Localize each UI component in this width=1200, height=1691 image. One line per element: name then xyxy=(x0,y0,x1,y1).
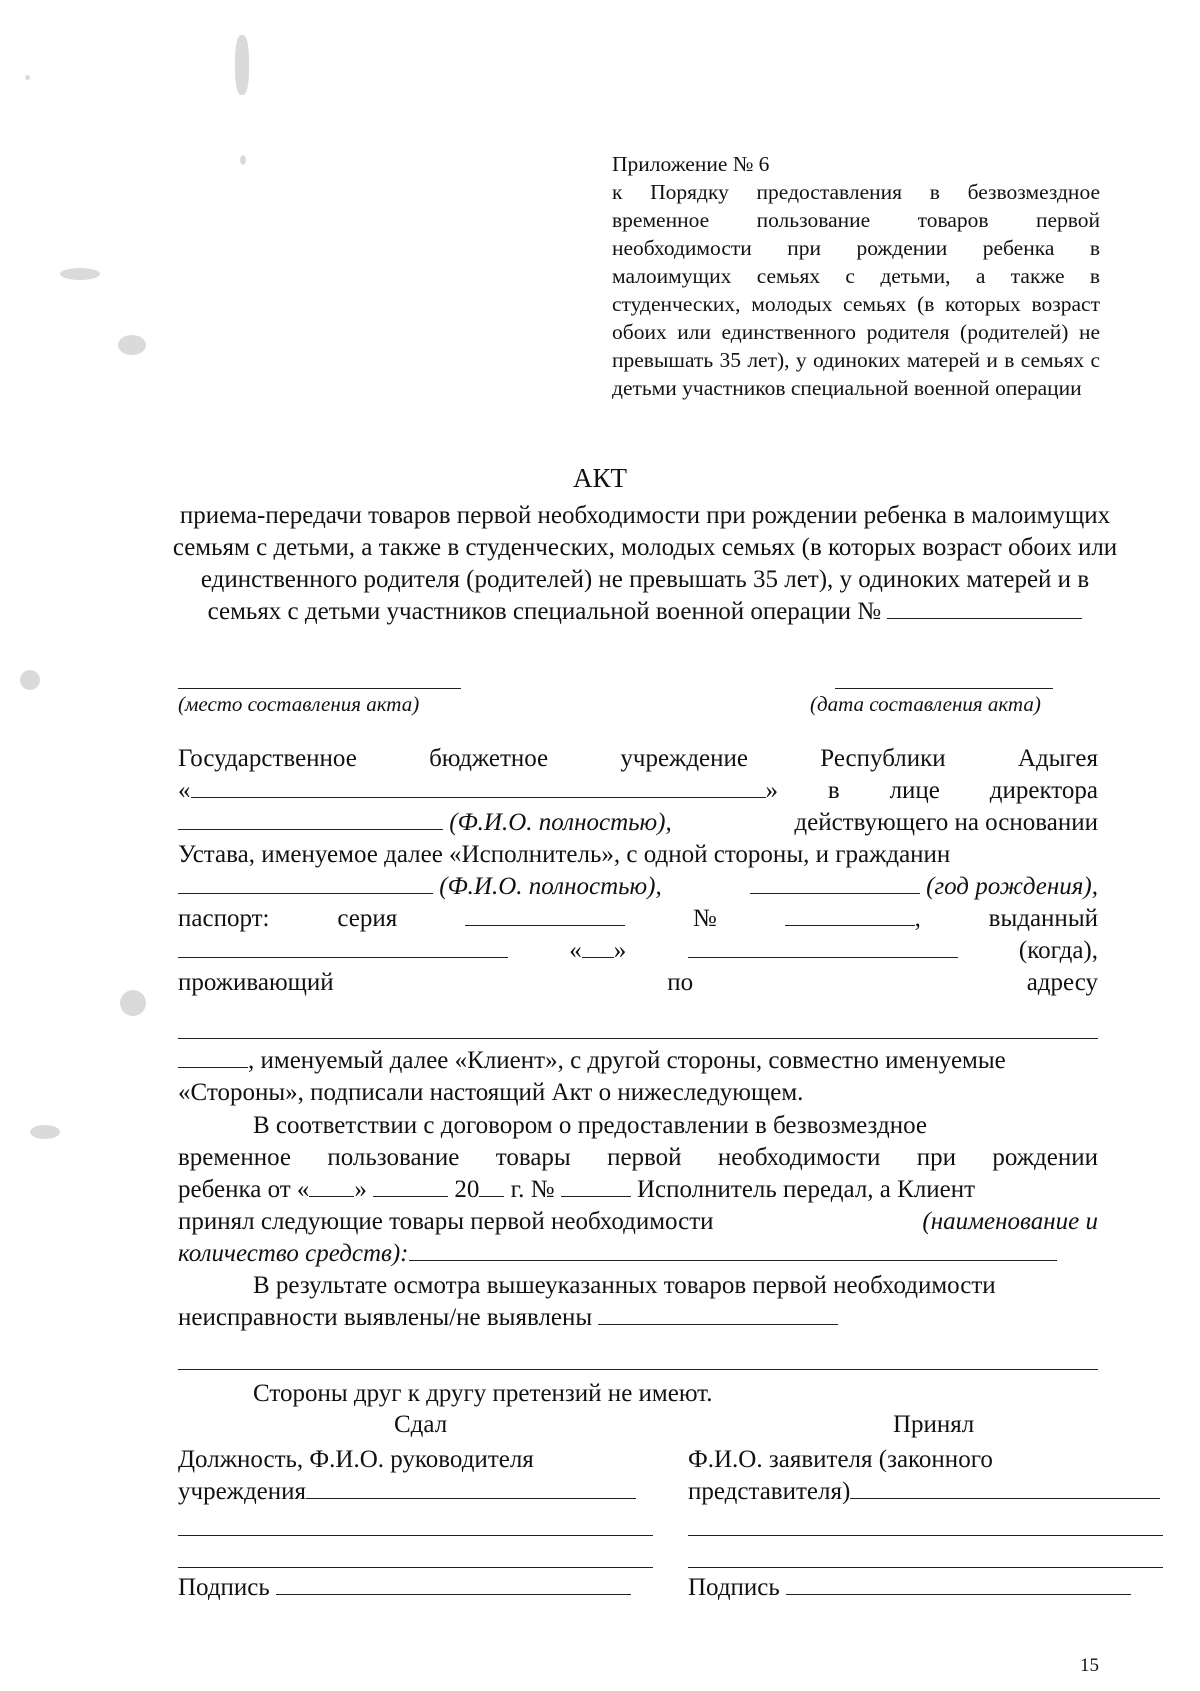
issue-date-field[interactable] xyxy=(688,957,958,958)
body-paragraph-1 xyxy=(178,743,1098,999)
p2-line-4: принял следующие товары первой необходимости (наименование и xyxy=(178,1208,1098,1235)
applicant-fio-field[interactable] xyxy=(850,1498,1160,1499)
body-paragraph-3 xyxy=(178,1270,1098,1334)
right-signature-line: Подпись xyxy=(688,1574,1131,1602)
p3-line-2: неисправности выявлены/не выявлены xyxy=(178,1302,1098,1334)
issue-day-field[interactable] xyxy=(582,957,614,958)
right-signature-field[interactable] xyxy=(786,1594,1131,1595)
line-8: проживающий по адресу xyxy=(178,969,1098,996)
contract-number-field[interactable] xyxy=(561,1196,631,1197)
defects-field[interactable] xyxy=(598,1324,838,1325)
institution-name-field[interactable] xyxy=(191,797,766,798)
appendix-number: Приложение № 6 xyxy=(612,152,770,176)
birth-year-field[interactable] xyxy=(750,893,920,894)
right-representative-line: представителя) xyxy=(688,1478,1160,1506)
head-fio-field-2[interactable] xyxy=(178,1535,653,1536)
address-field-cont[interactable] xyxy=(178,1067,248,1068)
contract-month-field[interactable] xyxy=(373,1196,448,1197)
line-3: (Ф.И.О. полностью), действующего на основании xyxy=(178,807,1098,839)
p2-line-5: количество средств): xyxy=(178,1238,1098,1270)
passport-series-field[interactable] xyxy=(465,925,625,926)
no-claims-text: Стороны друг к другу претензий не имеют. xyxy=(253,1380,713,1407)
applicant-fio-field-2[interactable] xyxy=(688,1535,1163,1536)
act-number-field[interactable] xyxy=(887,618,1082,619)
left-signature-field[interactable] xyxy=(276,1594,631,1595)
line-6: паспорт: серия № , выданный xyxy=(178,905,1098,932)
contract-day-field[interactable] xyxy=(309,1196,354,1197)
line-4: Устава, именуемое далее «Исполнитель», с одной стороны, и гражданин xyxy=(178,841,951,868)
received-heading: Принял xyxy=(893,1411,975,1438)
date-field[interactable] xyxy=(835,688,1053,689)
place-field[interactable] xyxy=(178,688,461,689)
right-applicant-label: Ф.И.О. заявителя (законного xyxy=(688,1446,993,1473)
issued-by-field[interactable] xyxy=(178,957,508,958)
head-fio-field[interactable] xyxy=(306,1498,636,1499)
left-position-label: Должность, Ф.И.О. руководителя xyxy=(178,1446,534,1473)
passport-number-field[interactable] xyxy=(785,925,915,926)
head-fio-field-3[interactable] xyxy=(178,1567,653,1568)
appendix-block xyxy=(612,150,1100,402)
body-paragraph-2 xyxy=(178,1110,1098,1270)
body-paragraph-1-end xyxy=(178,1045,1098,1109)
p2-line-2: временное пользование товары первой необходимости при рождении xyxy=(178,1144,1098,1171)
line-2: « » в лице директора xyxy=(178,777,1098,804)
act-title: АКТ xyxy=(573,463,627,493)
p3-line-1: В результате осмотра вышеуказанных товаров первой необходимости xyxy=(253,1272,996,1299)
citizen-fio-field[interactable] xyxy=(178,893,433,894)
page-number: 15 xyxy=(1080,1655,1099,1676)
applicant-fio-field-3[interactable] xyxy=(688,1567,1163,1568)
p2-line-1: В соответствии с договором о предоставлении в безвозмездное xyxy=(253,1112,927,1139)
director-fio-field[interactable] xyxy=(178,829,443,830)
place-label: (место составления акта) xyxy=(178,692,420,716)
line-5: (Ф.И.О. полностью), (год рождения), xyxy=(178,871,1098,903)
line-11: «Стороны», подписали настоящий Акт о нижеследующем. xyxy=(178,1079,804,1106)
address-field[interactable] xyxy=(178,1038,1098,1039)
act-subtitle: приема-передачи товаров первой необходимости при рождении ребенка в малоимущих семьям с детьми, а также в студенческих, молодых семьях (в которых возраст обоих или единственного родителя (родителей) не превышать 35 лет), у одиноких матерей и в семьях с детьми участников специальной военной операции № xyxy=(172,502,1118,625)
line-10: , именуемый далее «Клиент», с другой стороны, совместно именуемые xyxy=(178,1045,1098,1077)
left-institution-line: учреждения xyxy=(178,1478,636,1506)
defects-field-cont[interactable] xyxy=(178,1369,1098,1370)
handed-over-heading: Сдал xyxy=(394,1411,448,1438)
p2-line-3: ребенка от « » 20 г. № Исполнитель передал, а Клиент xyxy=(178,1176,976,1203)
appendix-text: к Порядку предоставления в безвозмездное временное пользование товаров первой необходимости при рождении ребенка в малоимущих семьях с детьми, а также в студенческих, молодых семьях (в которых возраст обоих или единственного родителя (родителей) не превышать 35 лет), у одиноких матерей и в семьях с детьми участников специальной военной операции xyxy=(612,180,1100,400)
goods-list-field[interactable] xyxy=(409,1260,1057,1261)
contract-year-field[interactable] xyxy=(479,1196,504,1197)
date-label: (дата составления акта) xyxy=(810,692,1041,716)
line-1: Государственное бюджетное учреждение Республики Адыгея xyxy=(178,745,1098,772)
line-7: « » (когда), xyxy=(178,935,1098,967)
left-signature-line: Подпись xyxy=(178,1574,631,1602)
